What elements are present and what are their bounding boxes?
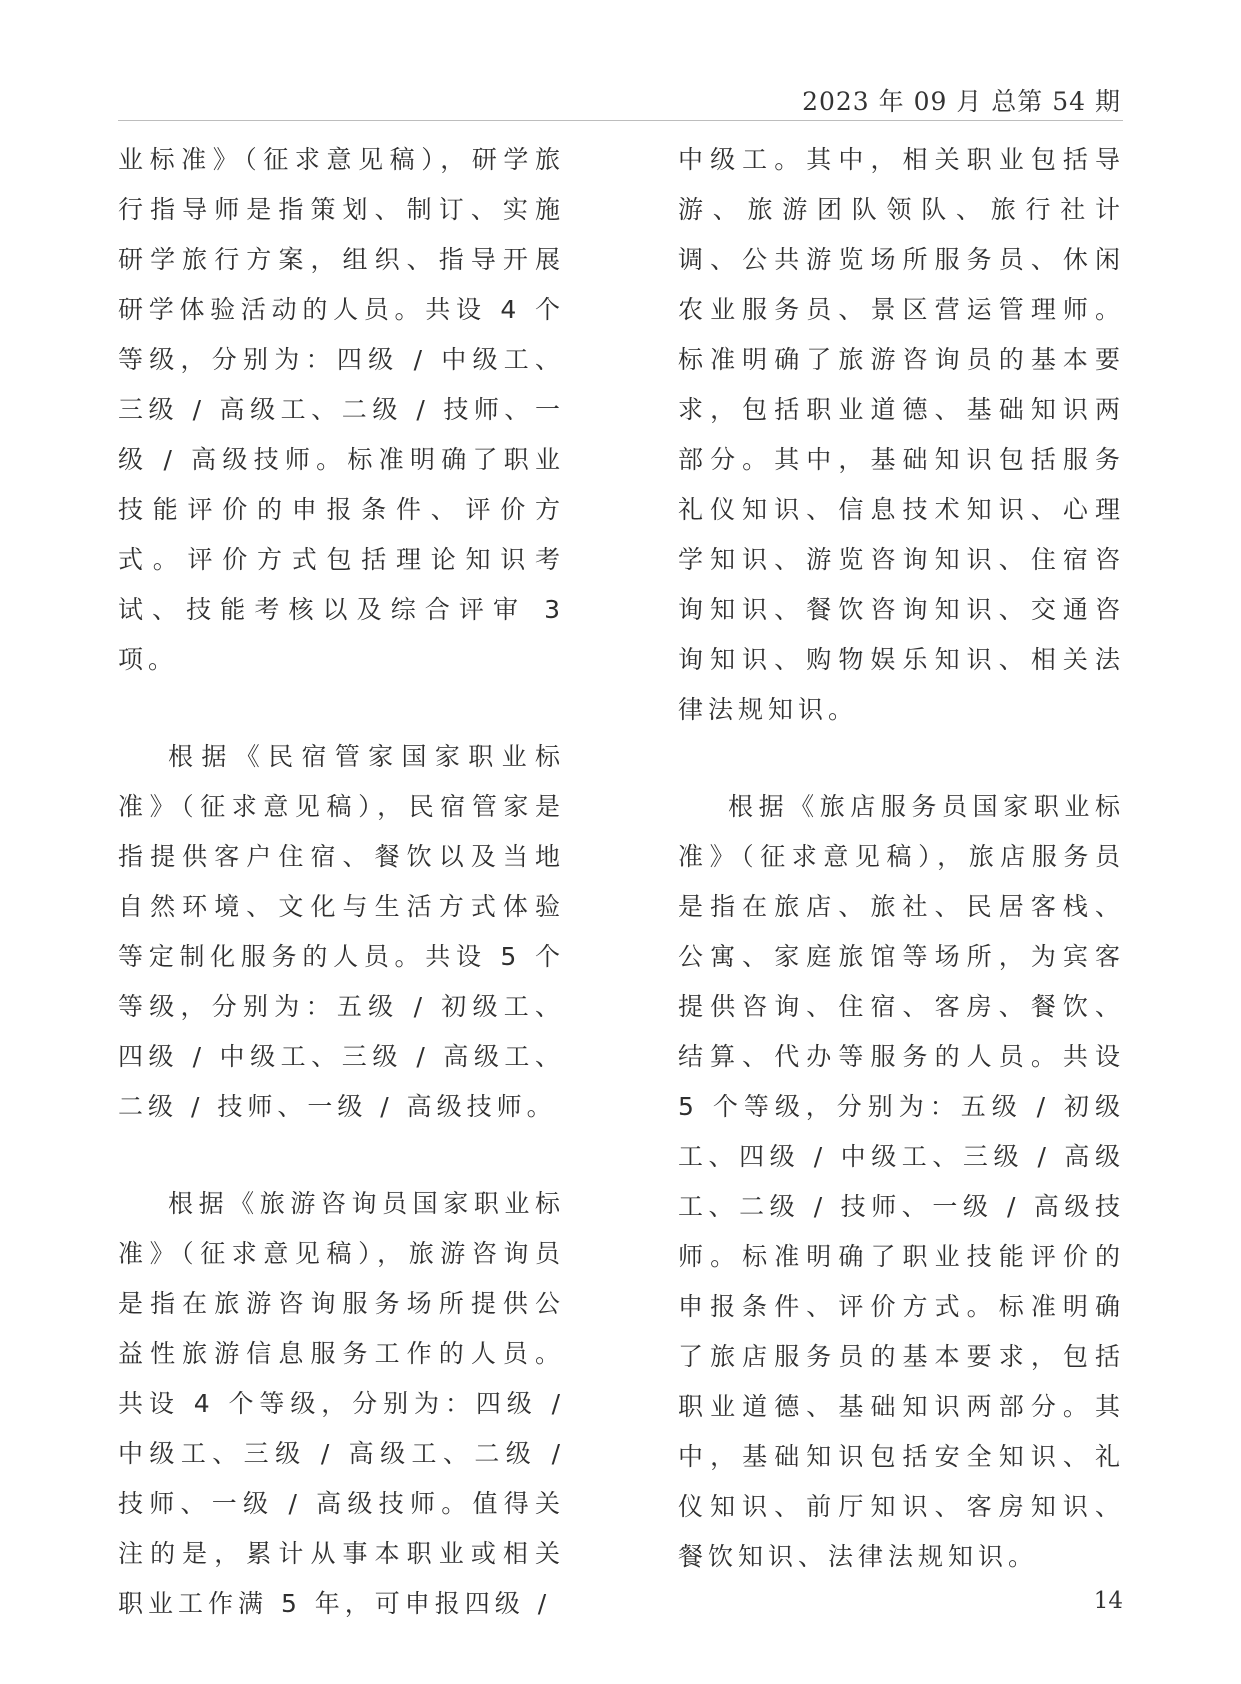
page-number: 14 [1093,1588,1123,1614]
paragraph-homestay-butler: 根据《民宿管家国家职业标准》（征求意见稿），民宿管家是指提供客户住宿、餐饮以及当地自然环境、文化与生活方式体验等定制化服务的人员。共设 5 个等级，分别为：五级 / 初级工、四级 / 中级工、三级 / 高级工、二级 / 技师、一级 / 高级技师。 [118,742,565,1121]
paragraph-research-travel-instructor: 业标准》（征求意见稿），研学旅行指导师是指策划、制订、实施研学旅行方案，组织、指导开展研学体验活动的人员。共设 4 个等级，分别为：四级 / 中级工、三级 / 高级工、二级 / 技师、一级 / 高级技师。标准明确了职业技能评价的申报条件、评价方式。评价方式包括理论知识考试、技能考核以及综合评审 3 项。 [118,145,565,674]
issue-info: 2023 年 09 月 总第 54 期 [802,87,1121,116]
paragraph-hotel-attendant: 根据《旅店服务员国家职业标准》（征求意见稿），旅店服务员是指在旅店、旅社、民居客栈、公寓、家庭旅馆等场所，为宾客提供咨询、住宿、客房、餐饮、结算、代办等服务的人员。共设 5 个等级，分别为：五级 / 初级工、四级 / 中级工、三级 / 高级工、二级 / 技师、一级 / 高级技师。标准明确了职业技能评价的申报条件、评价方式。标准明确了旅店服务员的基本要求，包括职业道德、基础知识两部分。其中，基础知识包括安全知识、礼仪知识、前厅知识、客房知识、餐饮知识、法律法规知识。 [678,792,1125,1571]
paragraph-tourism-consultant-continued: 中级工。其中，相关职业包括导游、旅游团队领队、旅行社计调、公共游览场所服务员、休闲农业服务员、景区营运管理师。标准明确了旅游咨询员的基本要求，包括职业道德、基础知识两部分。其中，基础知识包括服务礼仪知识、信息技术知识、心理学知识、游览咨询知识、住宿咨询知识、餐饮咨询知识、交通咨询知识、购物娱乐知识、相关法律法规知识。 [678,145,1125,724]
paragraph-tourism-consultant: 根据《旅游咨询员国家职业标准》（征求意见稿），旅游咨询员是指在旅游咨询服务场所提供公益性旅游信息服务工作的人员。共设 4 个等级，分别为：四级 / 中级工、三级 / 高级工、二级 / 技师、一级 / 高级技师。值得关注的是，累计从事本职业或相关职业工作满 5 年，可申报四级 / [118,1189,565,1618]
left-column [118,135,565,1676]
page-header [118,78,1123,121]
right-column [678,135,1125,1629]
